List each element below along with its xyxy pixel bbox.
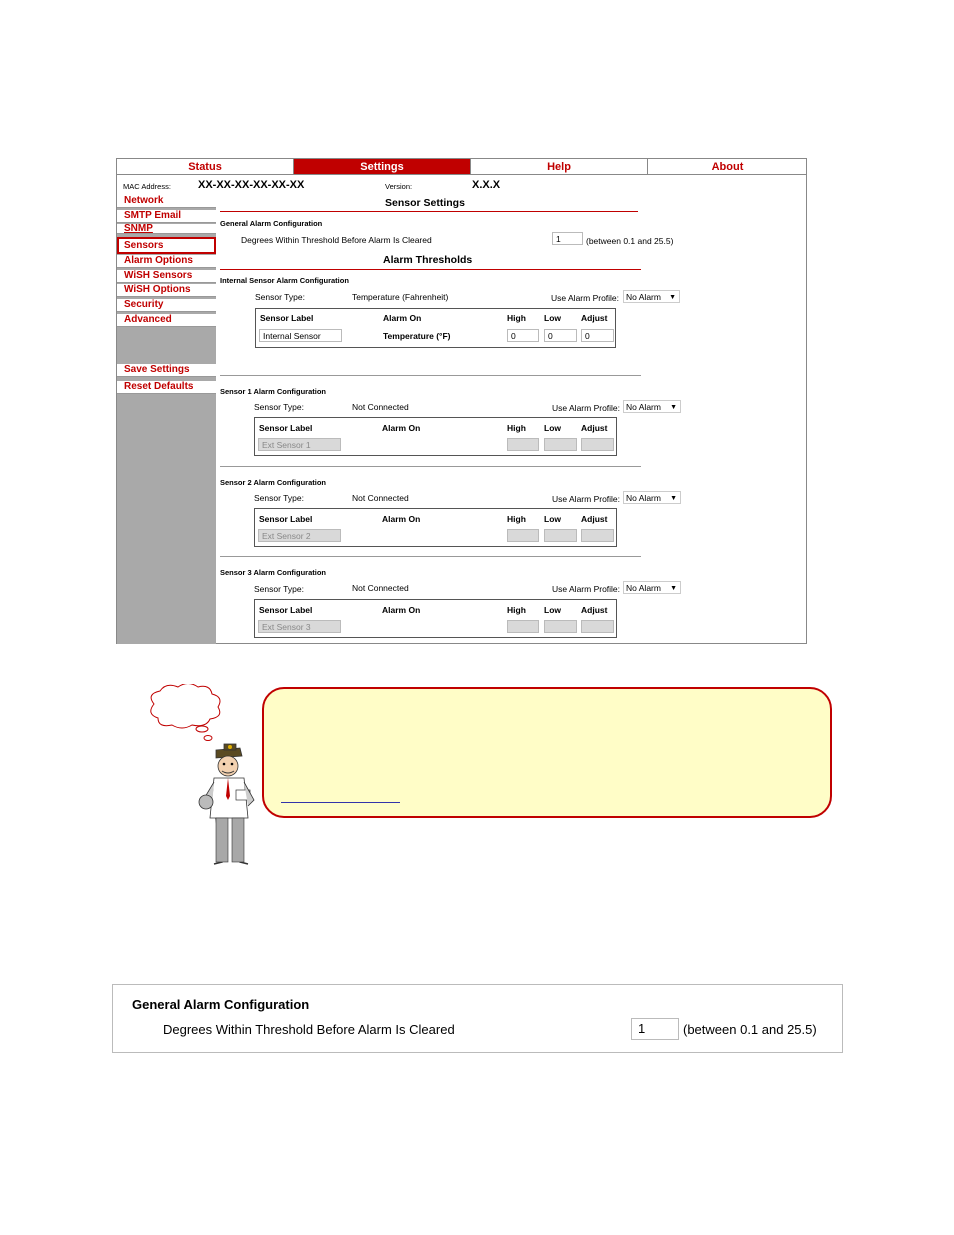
sidebar-item-advanced[interactable]: Advanced xyxy=(117,314,216,327)
general-alarm-heading: General Alarm Configuration xyxy=(220,219,323,228)
col-adjust: Adjust xyxy=(581,313,608,323)
sensor2-high-input[interactable] xyxy=(507,529,539,542)
chevron-down-icon: ▼ xyxy=(670,404,677,411)
sensor3-alarm-profile-value: No Alarm xyxy=(626,583,661,593)
internal-sensor-type: Temperature (Fahrenheit) xyxy=(352,292,449,302)
col-sensor-label: Sensor Label xyxy=(259,605,313,615)
chevron-down-icon: ▼ xyxy=(670,495,677,502)
save-settings-button[interactable]: Save Settings xyxy=(117,364,216,377)
sidebar-item-security[interactable]: Security xyxy=(117,299,216,312)
sensor3-type-label: Sensor Type: xyxy=(254,584,304,594)
sensor3-type: Not Connected xyxy=(352,583,409,593)
section-divider xyxy=(220,375,641,376)
tab-about[interactable]: About xyxy=(648,159,807,175)
sidebar-item-wish-options[interactable]: WiSH Options xyxy=(117,284,216,297)
sensor2-use-alarm-profile-label: Use Alarm Profile: xyxy=(552,494,621,504)
col-alarm-on: Alarm On xyxy=(382,514,421,524)
thought-cloud-icon xyxy=(151,684,220,741)
degrees-input[interactable]: 1 xyxy=(552,232,583,245)
internal-alarm-profile-select[interactable] xyxy=(623,290,680,303)
sidebar-item-sensors[interactable]: Sensors xyxy=(117,237,216,254)
sensor3-label-input[interactable]: Ext Sensor 3 xyxy=(258,620,341,633)
settings-screenshot xyxy=(116,158,807,644)
sensor1-type-label: Sensor Type: xyxy=(254,402,304,412)
chevron-down-icon: ▼ xyxy=(670,585,677,592)
sensor2-type-label: Sensor Type: xyxy=(254,493,304,503)
internal-sensor-label-input[interactable]: Internal Sensor xyxy=(259,329,342,342)
sensor2-alarm-profile-value: No Alarm xyxy=(626,493,661,503)
col-sensor-label: Sensor Label xyxy=(260,313,314,323)
title-divider xyxy=(220,211,638,212)
chevron-down-icon: ▼ xyxy=(669,294,676,301)
sensor2-adjust-input[interactable] xyxy=(581,529,614,542)
sensor1-low-input[interactable] xyxy=(544,438,577,451)
tab-status[interactable]: Status xyxy=(117,159,294,175)
sensor1-type: Not Connected xyxy=(352,402,409,412)
sensor3-high-input[interactable] xyxy=(507,620,539,633)
sidebar-item-snmp[interactable]: SNMP xyxy=(117,224,216,234)
sidebar-item-alarm-options[interactable]: Alarm Options xyxy=(117,255,216,268)
col-high: High xyxy=(507,605,526,615)
col-sensor-label: Sensor Label xyxy=(259,514,313,524)
col-low: Low xyxy=(544,605,561,615)
thresholds-divider xyxy=(220,269,641,270)
general-alarm-zoom xyxy=(112,984,843,1053)
inspector-character-icon xyxy=(140,684,270,866)
col-low: Low xyxy=(544,313,561,323)
internal-sensor-heading: Internal Sensor Alarm Configuration xyxy=(220,276,349,285)
sensor3-low-input[interactable] xyxy=(544,620,577,633)
sidebar xyxy=(117,195,216,644)
degrees-range: (between 0.1 and 25.5) xyxy=(586,236,674,246)
tab-settings[interactable]: Settings xyxy=(294,159,471,175)
col-adjust: Adjust xyxy=(581,605,608,615)
sidebar-item-wish-sensors[interactable]: WiSH Sensors xyxy=(117,270,216,283)
col-sensor-label: Sensor Label xyxy=(259,423,313,433)
zoom-degrees-label: Degrees Within Threshold Before Alarm Is Cleared xyxy=(163,1022,455,1037)
internal-alarm-profile-value: No Alarm xyxy=(626,292,661,302)
version-value: X.X.X xyxy=(472,179,501,191)
sensor3-table xyxy=(254,599,617,638)
sensor1-alarm-profile-value: No Alarm xyxy=(626,402,661,412)
section-divider xyxy=(220,556,641,557)
sensor3-alarm-profile-select[interactable] xyxy=(623,581,681,594)
sensor1-label-input[interactable]: Ext Sensor 1 xyxy=(258,438,341,451)
internal-high-input[interactable]: 0 xyxy=(507,329,539,342)
reset-defaults-button[interactable]: Reset Defaults xyxy=(117,381,216,394)
sensor3-adjust-input[interactable] xyxy=(581,620,614,633)
alarm-thresholds-title: Alarm Thresholds xyxy=(383,254,473,266)
col-alarm-on: Alarm On xyxy=(382,605,421,615)
section-divider xyxy=(220,466,641,467)
col-adjust: Adjust xyxy=(581,514,608,524)
col-low: Low xyxy=(544,514,561,524)
sensor2-type: Not Connected xyxy=(352,493,409,503)
sensor2-table xyxy=(254,508,617,547)
sensor3-use-alarm-profile-label: Use Alarm Profile: xyxy=(552,584,621,594)
tip-link[interactable] xyxy=(281,802,400,803)
sensor2-low-input[interactable] xyxy=(544,529,577,542)
sensor1-heading: Sensor 1 Alarm Configuration xyxy=(220,387,326,396)
internal-alarm-on: Temperature (°F) xyxy=(383,331,451,341)
internal-adjust-input[interactable]: 0 xyxy=(581,329,614,342)
page-title: Sensor Settings xyxy=(385,197,465,209)
col-alarm-on: Alarm On xyxy=(382,423,421,433)
tab-help[interactable]: Help xyxy=(471,159,648,175)
zoom-degrees-input[interactable]: 1 xyxy=(631,1018,679,1040)
internal-sensor-table xyxy=(255,308,616,348)
sensor2-label-input[interactable]: Ext Sensor 2 xyxy=(258,529,341,542)
col-low: Low xyxy=(544,423,561,433)
mac-address-value: XX-XX-XX-XX-XX-XX xyxy=(198,179,305,191)
tip-callout xyxy=(262,687,832,818)
zoom-degrees-range: (between 0.1 and 25.5) xyxy=(683,1022,817,1037)
sensor1-use-alarm-profile-label: Use Alarm Profile: xyxy=(552,403,621,413)
sensor2-alarm-profile-select[interactable] xyxy=(623,491,681,504)
sensor1-adjust-input[interactable] xyxy=(581,438,614,451)
internal-use-alarm-profile-label: Use Alarm Profile: xyxy=(551,293,620,303)
col-adjust: Adjust xyxy=(581,423,608,433)
col-alarm-on: Alarm On xyxy=(383,313,422,323)
internal-sensor-type-label: Sensor Type: xyxy=(255,292,305,302)
sensor1-high-input[interactable] xyxy=(507,438,539,451)
sensor1-table xyxy=(254,417,617,456)
col-high: High xyxy=(507,313,526,323)
sidebar-item-network[interactable]: Network xyxy=(117,195,216,208)
sidebar-item-smtp-email[interactable]: SMTP Email xyxy=(117,210,216,223)
sensor1-alarm-profile-select[interactable] xyxy=(623,400,681,413)
internal-low-input[interactable]: 0 xyxy=(544,329,577,342)
zoom-general-alarm-heading: General Alarm Configuration xyxy=(132,997,310,1012)
sensor3-heading: Sensor 3 Alarm Configuration xyxy=(220,568,326,577)
version-label: Version: xyxy=(385,182,413,191)
mac-address-label: MAC Address: xyxy=(123,182,171,191)
col-high: High xyxy=(507,423,526,433)
sensor2-heading: Sensor 2 Alarm Configuration xyxy=(220,478,326,487)
degrees-label: Degrees Within Threshold Before Alarm Is Cleared xyxy=(241,235,432,245)
col-high: High xyxy=(507,514,526,524)
